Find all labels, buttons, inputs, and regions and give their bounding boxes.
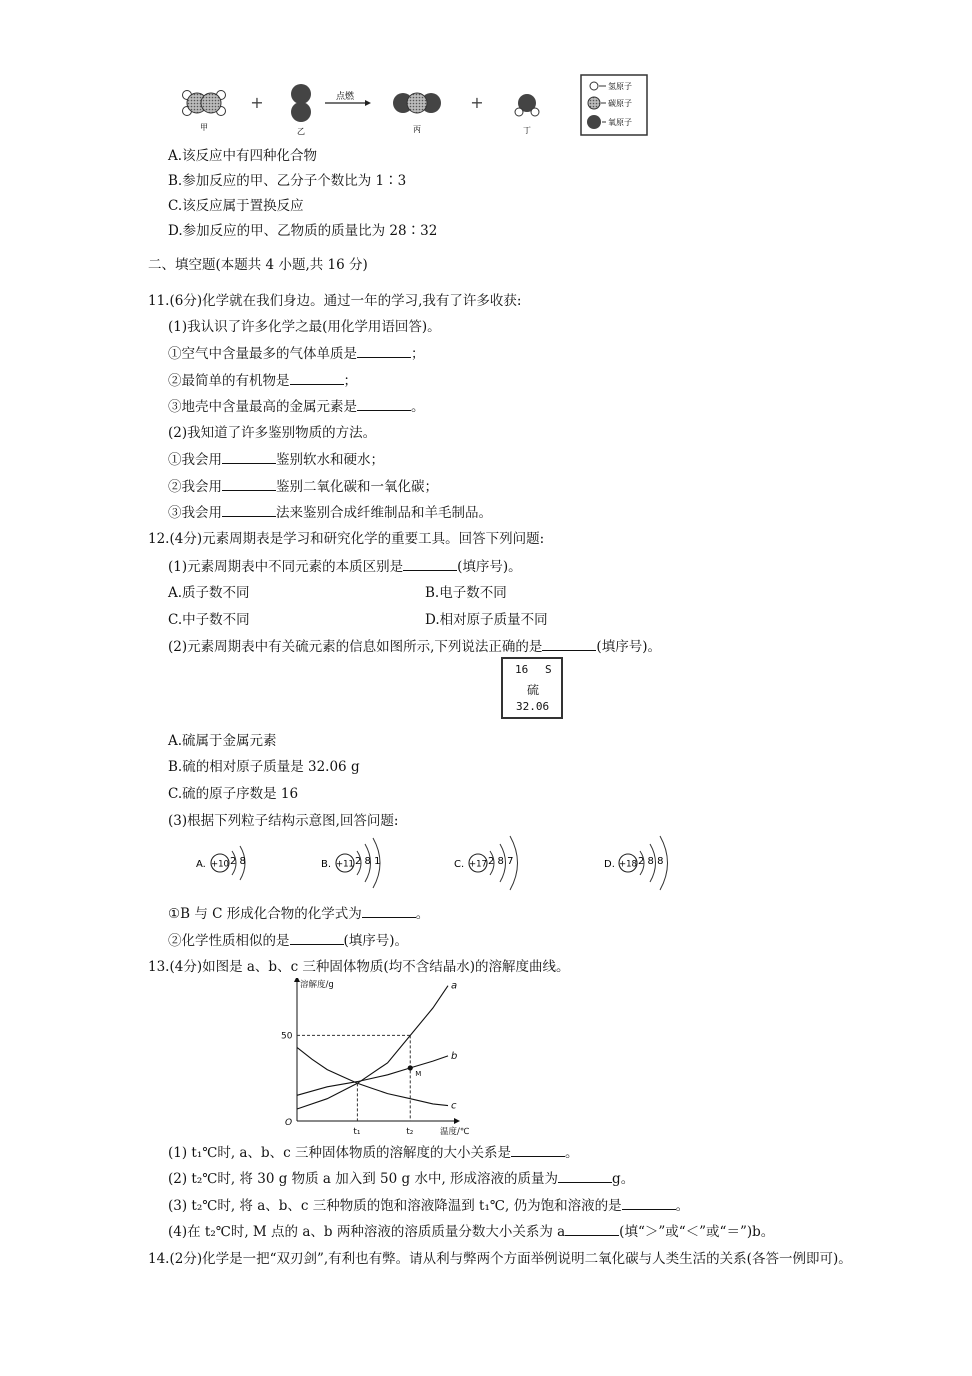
curve-c bbox=[297, 1047, 448, 1105]
q12-sub2-blank[interactable] bbox=[290, 931, 344, 945]
q13-part4 bbox=[168, 1222, 774, 1241]
q13-part3 bbox=[168, 1196, 689, 1215]
q11-item1-text: ①空气中含量最多的气体单质是 bbox=[168, 346, 357, 362]
q12-sub2-end: (填序号)。 bbox=[343, 933, 409, 949]
reaction-diagram bbox=[175, 72, 655, 140]
q13-part2-text: (2) t₂℃时, 将 30 g 物质 a 加入到 50 g 水中, 形成溶液的质量为 bbox=[168, 1171, 559, 1187]
q11-item1-blank[interactable] bbox=[357, 344, 411, 358]
q12-part2-blank[interactable] bbox=[542, 637, 596, 651]
q12-option-a: A.质子数不同 bbox=[168, 585, 250, 601]
particle-c-shells: 2 8 7 bbox=[488, 856, 514, 867]
q12-part3: (3)根据下列粒子结构示意图,回答问题: bbox=[168, 813, 399, 829]
particle-b bbox=[321, 838, 380, 888]
plus-sign-2: + bbox=[470, 93, 484, 112]
q13-part1-text: (1) t₁℃时, a、b、c 三种固体物质的溶解度的大小关系是 bbox=[168, 1145, 511, 1161]
q13-part4-text: (4)在 t₂℃时, M 点的 a、b 两种溶液的溶质质量分数大小关系为 a bbox=[168, 1224, 566, 1240]
legend-hydrogen: 氢原子 bbox=[608, 82, 632, 91]
curve-b-label: b bbox=[451, 1050, 458, 1062]
q11-item5-end: 鉴别二氧化碳和一氧化碳； bbox=[276, 479, 438, 495]
q11-item3-text: ③地壳中含量最高的金属元素是 bbox=[168, 399, 357, 415]
y-tick-50: 50 bbox=[281, 1031, 293, 1042]
element-name: 硫 bbox=[527, 683, 540, 697]
q12-opt2-a: A.硫属于金属元素 bbox=[168, 733, 277, 749]
q11-item6-blank[interactable] bbox=[222, 503, 276, 517]
q12-sub2 bbox=[168, 931, 408, 950]
molecule-jia bbox=[183, 91, 226, 133]
x-axis-arrow bbox=[454, 1118, 460, 1124]
q13-part4-blank[interactable] bbox=[565, 1222, 619, 1236]
particle-d bbox=[604, 836, 668, 890]
q12-part2-text: (2)元素周期表中有关硫元素的信息如图所示,下列说法正确的是 bbox=[168, 639, 543, 655]
particle-b-label: B. bbox=[321, 859, 332, 870]
q13-part4-end: (填“＞”或“＜”或“＝”)b。 bbox=[619, 1224, 775, 1240]
q11-item2-end: ； bbox=[343, 373, 357, 389]
q11-item6-text: ③我会用 bbox=[168, 505, 222, 521]
particle-d-shells: 2 8 8 bbox=[638, 856, 664, 867]
q10-option-c: C.该反应属于置换反应 bbox=[168, 198, 304, 214]
reaction-arrow bbox=[325, 90, 371, 106]
q12-part1-end: (填序号)。 bbox=[457, 559, 522, 575]
label-ding: 丁 bbox=[523, 126, 531, 135]
q12-stem: 12.(4分)元素周期表是学习和研究化学的重要工具。回答下列问题: bbox=[148, 531, 545, 547]
q11-item4-text: ①我会用 bbox=[168, 452, 222, 468]
q10-option-d: D.参加反应的甲、乙物质的质量比为 28∶32 bbox=[168, 223, 438, 239]
q12-part1-text: (1)元素周期表中不同元素的本质区别是 bbox=[168, 559, 404, 575]
q12-sub1-blank[interactable] bbox=[362, 904, 416, 918]
q12-option-b: B.电子数不同 bbox=[425, 585, 507, 601]
section-title: 二、填空题(本题共 4 小题,共 16 分) bbox=[148, 257, 368, 273]
q13-part2-end: g。 bbox=[612, 1171, 635, 1187]
arrow-label: 点燃 bbox=[335, 92, 355, 102]
q11-item4-blank[interactable] bbox=[222, 450, 276, 464]
q13-part3-blank[interactable] bbox=[622, 1196, 676, 1210]
q11-part2: (2)我知道了许多鉴别物质的方法。 bbox=[168, 425, 377, 441]
curve-a bbox=[297, 986, 448, 1109]
particle-c bbox=[454, 836, 518, 890]
q13-part3-text: (3) t₂℃时, 将 a、b、c 三种物质的饱和溶液降温到 t₁℃, 仍为饱和溶液的是 bbox=[168, 1198, 622, 1214]
q11-item2-blank[interactable] bbox=[290, 371, 344, 385]
molecule-yi bbox=[291, 84, 311, 136]
q12-part1-blank[interactable] bbox=[403, 557, 457, 571]
particle-d-label: D. bbox=[604, 859, 615, 870]
q12-part2-end: (填序号)。 bbox=[596, 639, 661, 655]
element-number: 16 bbox=[515, 663, 529, 676]
q11-item2 bbox=[168, 371, 357, 390]
curve-b bbox=[297, 1056, 448, 1095]
q10-option-a: A.该反应中有四种化合物 bbox=[168, 148, 318, 164]
element-symbol: S bbox=[545, 663, 552, 676]
q12-option-d: D.相对原子质量不同 bbox=[425, 612, 548, 628]
q14-stem: 14.(2分)化学是一把“双刃剑”,有利也有弊。请从利与弊两个方面举例说明二氧化碳与人类生活的关系(各答一例即可)。 bbox=[148, 1251, 852, 1267]
q11-item5-text: ②我会用 bbox=[168, 479, 222, 495]
particle-c-nucleus: +17 bbox=[469, 859, 487, 870]
q11-stem: 11.(6分)化学就在我们身边。通过一年的学习,我有了许多收获: bbox=[148, 293, 522, 309]
particle-a-shells: 2 8 bbox=[230, 856, 246, 867]
q13-part1-blank[interactable] bbox=[511, 1143, 565, 1157]
q12-part2 bbox=[168, 637, 661, 656]
q11-item6-end: 法来鉴别合成纤维制品和羊毛制品。 bbox=[276, 505, 492, 521]
x-tick-t1: t₁ bbox=[353, 1127, 361, 1137]
q12-opt2-c: C.硫的原子序数是 16 bbox=[168, 786, 299, 802]
q12-sub1-text: ①B 与 C 形成化合物的化学式为 bbox=[168, 906, 362, 922]
origin-label: O bbox=[285, 1118, 293, 1128]
legend-oxygen: 氧原子 bbox=[608, 118, 632, 127]
plus-sign-1: + bbox=[250, 93, 264, 112]
q11-item5 bbox=[168, 477, 438, 496]
sulfur-element-card bbox=[501, 657, 563, 719]
q11-item4-end: 鉴别软水和硬水； bbox=[276, 452, 384, 468]
legend-carbon: 碳原子 bbox=[608, 99, 632, 108]
label-bing: 丙 bbox=[413, 125, 421, 134]
particle-d-nucleus: +18 bbox=[619, 859, 637, 870]
curve-a-label: a bbox=[451, 980, 458, 992]
q13-part1 bbox=[168, 1143, 578, 1162]
particle-a-label: A. bbox=[196, 859, 206, 870]
q10-option-b: B.参加反应的甲、乙分子个数比为 1∶3 bbox=[168, 173, 407, 189]
q13-stem: 13.(4分)如图是 a、b、c 三种固体物质(均不含结晶水)的溶解度曲线。 bbox=[148, 959, 570, 975]
label-yi: 乙 bbox=[297, 127, 305, 136]
point-m-label: M bbox=[415, 1069, 422, 1078]
q11-item3-end: 。 bbox=[411, 399, 425, 415]
particle-diagrams bbox=[190, 830, 680, 894]
q11-item3-blank[interactable] bbox=[357, 397, 411, 411]
q12-sub2-text: ②化学性质相似的是 bbox=[168, 933, 290, 949]
q12-sub1 bbox=[168, 904, 429, 923]
molecule-ding bbox=[515, 94, 539, 135]
q13-part1-end: 。 bbox=[564, 1145, 579, 1161]
q13-part2 bbox=[168, 1169, 634, 1188]
q11-item3 bbox=[168, 397, 425, 416]
particle-c-label: C. bbox=[454, 859, 465, 870]
solubility-chart bbox=[270, 978, 470, 1138]
q12-option-c: C.中子数不同 bbox=[168, 612, 250, 628]
q12-sub1-end: 。 bbox=[415, 906, 430, 922]
q11-item1-end: ； bbox=[411, 346, 425, 362]
y-axis-label: 溶解度/g bbox=[300, 980, 334, 990]
particle-a bbox=[196, 846, 246, 880]
curve-c-label: c bbox=[451, 1100, 457, 1112]
particle-b-nucleus: +11 bbox=[336, 859, 354, 870]
x-tick-t2: t₂ bbox=[406, 1127, 414, 1137]
q11-item6 bbox=[168, 503, 492, 522]
q11-item4 bbox=[168, 450, 384, 469]
molecule-bing bbox=[393, 93, 441, 134]
x-axis-label: 温度/℃ bbox=[440, 1127, 470, 1137]
point-m bbox=[408, 1065, 413, 1070]
q11-item2-text: ②最简单的有机物是 bbox=[168, 373, 290, 389]
q12-opt2-b: B.硫的相对原子质量是 32.06 g bbox=[168, 759, 360, 775]
q13-part2-blank[interactable] bbox=[558, 1169, 612, 1183]
atom-legend bbox=[581, 75, 647, 135]
q11-item1 bbox=[168, 344, 425, 363]
q11-part1: (1)我认识了许多化学之最(用化学用语回答)。 bbox=[168, 319, 441, 335]
q11-item5-blank[interactable] bbox=[222, 477, 276, 491]
particle-a-nucleus: +10 bbox=[211, 859, 229, 870]
element-mass: 32.06 bbox=[516, 700, 550, 713]
particle-b-shells: 2 8 1 bbox=[355, 856, 381, 867]
q13-part3-end: 。 bbox=[675, 1198, 690, 1214]
label-jia: 甲 bbox=[200, 123, 208, 132]
q12-part1 bbox=[168, 557, 522, 576]
